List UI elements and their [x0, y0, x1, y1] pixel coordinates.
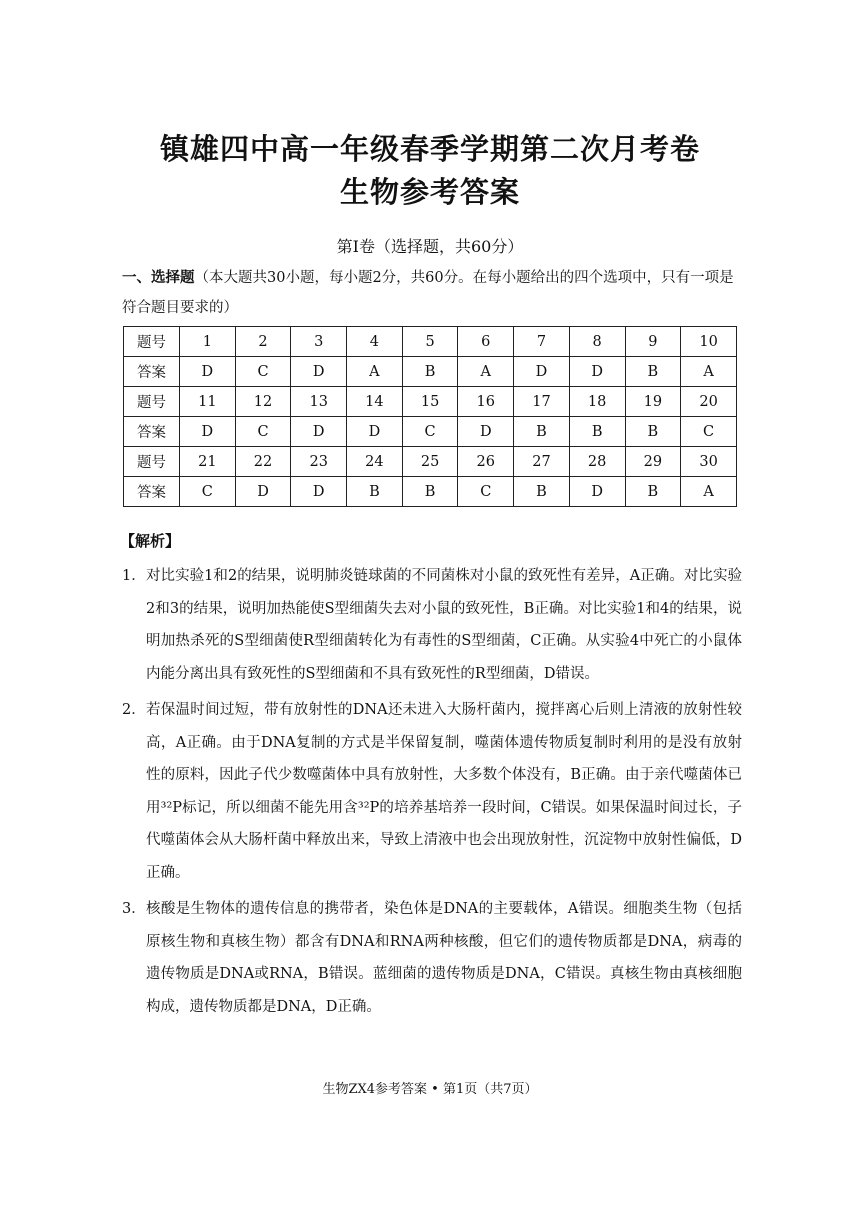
- item-number: 3．: [122, 901, 146, 917]
- table-cell: 22: [235, 447, 291, 477]
- table-cell: D: [235, 477, 291, 507]
- table-row: [124, 417, 737, 447]
- table-cell: A: [681, 477, 737, 507]
- table-cell: D: [291, 417, 347, 447]
- row-header-cell: 答案: [124, 477, 180, 507]
- table-cell: B: [402, 477, 458, 507]
- table-cell: B: [625, 357, 681, 387]
- table-cell: 10: [681, 327, 737, 357]
- table-cell: A: [347, 357, 403, 387]
- table-cell: 15: [402, 387, 458, 417]
- table-cell: C: [458, 477, 514, 507]
- section-title: 第Ⅰ卷（选择题，共60分）: [336, 237, 524, 256]
- question-intro: [122, 263, 742, 323]
- table-cell: 14: [347, 387, 403, 417]
- row-header-cell: 题号: [124, 387, 180, 417]
- table-cell: 25: [402, 447, 458, 477]
- table-cell: D: [347, 417, 403, 447]
- table-cell: 18: [569, 387, 625, 417]
- analysis-item: [122, 893, 742, 1023]
- table-cell: D: [180, 357, 236, 387]
- question-label: 一、选择题: [122, 269, 195, 286]
- answer-table: [123, 326, 737, 507]
- page-subtitle: 生物参考答案: [339, 175, 520, 209]
- analysis-item: [122, 560, 742, 690]
- table-cell: 27: [514, 447, 570, 477]
- table-cell: 5: [402, 327, 458, 357]
- row-header-cell: 题号: [124, 447, 180, 477]
- page-footer: 生物ZX4参考答案 • 第1页（共7页）: [322, 1082, 538, 1097]
- table-cell: 8: [569, 327, 625, 357]
- item-text: 若保温时间过短，带有放射性的DNA还未进入大肠杆菌内，搅拌离心后则上清液的放射性较高，A正确。由于DNA复制的方式是半保留复制，噬菌体遗传物质复制时利用的是没有放射性的原料，因此子代少数噬菌体中具有放射性，大多数个体没有，B正确。由于亲代噬菌体已用³²P标记，所以细菌不能先用含³²P的培养基培养一段时间，C错误。如果保温时间过长，子代噬菌体会从大肠杆菌中释放出来，导致上清液中也会出现放射性，沉淀物中放射性偏低，D正确。: [146, 702, 742, 881]
- table-row: [124, 357, 737, 387]
- row-header-cell: 答案: [124, 417, 180, 447]
- table-cell: 21: [180, 447, 236, 477]
- item-text: 对比实验1和2的结果，说明肺炎链球菌的不同菌株对小鼠的致死性有差异，A正确。对比实验2和3的结果，说明加热能使S型细菌失去对小鼠的致死性，B正确。对比实验1和4的结果，说明加热杀死的S型细菌使R型细菌转化为有毒性的S型细菌，C正确。从实验4中死亡的小鼠体内能分离出具有致死性的S型细菌和不具有致死性的R型细菌，D错误。: [146, 568, 742, 682]
- table-cell: B: [402, 357, 458, 387]
- table-cell: C: [402, 417, 458, 447]
- table-cell: 30: [681, 447, 737, 477]
- table-cell: 24: [347, 447, 403, 477]
- table-cell: D: [569, 357, 625, 387]
- table-cell: B: [347, 477, 403, 507]
- table-cell: 12: [235, 387, 291, 417]
- row-header-cell: 答案: [124, 357, 180, 387]
- table-cell: A: [458, 357, 514, 387]
- row-header-cell: 题号: [124, 327, 180, 357]
- table-cell: D: [514, 357, 570, 387]
- table-cell: 6: [458, 327, 514, 357]
- table-cell: 29: [625, 447, 681, 477]
- table-cell: 28: [569, 447, 625, 477]
- table-cell: D: [291, 357, 347, 387]
- table-cell: C: [681, 417, 737, 447]
- analysis-heading: 【解析】: [120, 532, 181, 550]
- table-cell: 26: [458, 447, 514, 477]
- table-row: [124, 327, 737, 357]
- item-number: 1．: [122, 568, 146, 584]
- table-cell: 11: [180, 387, 236, 417]
- table-cell: B: [514, 477, 570, 507]
- item-text: 核酸是生物体的遗传信息的携带者，染色体是DNA的主要载体，A错误。细胞类生物（包括原核生物和真核生物）都含有DNA和RNA两种核酸，但它们的遗传物质都是DNA，病毒的遗传物质是DNA或RNA，B错误。蓝细菌的遗传物质是DNA，C错误。真核生物由真核细胞构成，遗传物质都是DNA，D正确。: [146, 901, 742, 1015]
- table-cell: 20: [681, 387, 737, 417]
- table-cell: 4: [347, 327, 403, 357]
- question-description: （本大题共30小题，每小题2分，共60分。在每小题给出的四个选项中，只有一项是符合题目要求的）: [122, 270, 734, 316]
- analysis-item: [122, 694, 742, 889]
- table-cell: D: [180, 417, 236, 447]
- table-cell: 17: [514, 387, 570, 417]
- table-cell: 3: [291, 327, 347, 357]
- table-cell: 13: [291, 387, 347, 417]
- table-cell: 19: [625, 387, 681, 417]
- table-cell: 16: [458, 387, 514, 417]
- table-cell: C: [235, 417, 291, 447]
- page-title: 镇雄四中高一年级春季学期第二次月考卷: [159, 132, 700, 166]
- table-cell: D: [291, 477, 347, 507]
- analysis-list: [122, 560, 742, 1027]
- table-cell: A: [681, 357, 737, 387]
- table-cell: D: [458, 417, 514, 447]
- table-cell: 7: [514, 327, 570, 357]
- table-cell: B: [625, 417, 681, 447]
- table-cell: 2: [235, 327, 291, 357]
- item-number: 2．: [122, 702, 146, 718]
- table-cell: D: [569, 477, 625, 507]
- table-cell: C: [235, 357, 291, 387]
- table-cell: B: [625, 477, 681, 507]
- table-cell: B: [569, 417, 625, 447]
- table-cell: C: [180, 477, 236, 507]
- table-row: [124, 447, 737, 477]
- table-cell: 1: [180, 327, 236, 357]
- table-cell: B: [514, 417, 570, 447]
- table-cell: 9: [625, 327, 681, 357]
- table-row: [124, 477, 737, 507]
- table-cell: 23: [291, 447, 347, 477]
- table-row: [124, 387, 737, 417]
